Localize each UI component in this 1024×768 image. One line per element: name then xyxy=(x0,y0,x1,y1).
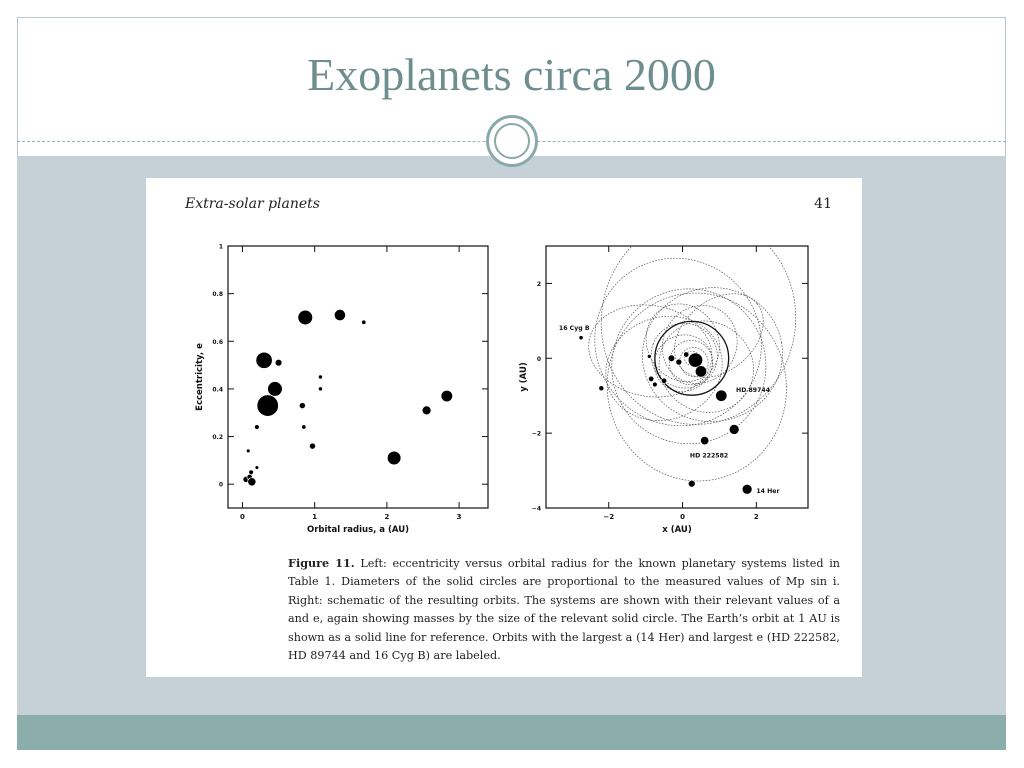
x-tick-label: 2 xyxy=(384,513,390,521)
divider-ring-icon xyxy=(486,115,538,167)
planet-marker xyxy=(256,352,272,368)
planet-marker xyxy=(246,449,250,453)
y-axis-label: Eccentricity, e xyxy=(195,343,205,411)
x-tick-label: 1 xyxy=(312,513,318,521)
y-axis-label: y (AU) xyxy=(519,362,529,392)
caption-label: Figure 11. xyxy=(288,556,355,570)
x-axis-label: Orbital radius, a (AU) xyxy=(307,525,409,535)
y-tick-label: 1 xyxy=(218,243,223,251)
planet-marker xyxy=(362,320,367,325)
plot-frame-0 xyxy=(228,246,488,508)
orbit-path xyxy=(591,300,737,436)
y-tick-label: 0 xyxy=(218,481,223,489)
caption-text: Left: eccentricity versus orbital radius for the known planetary systems listed in Table 1. Diameters of the solid circles are proportional to the measured values of Mp sin i. Right: schematic of the resulting orbits. The systems are shown with their relevant values of a and e, again showing masses by the size of the relevant solid circle. The Earth’s orbit at 1 AU is shown as a solid line for reference. Orbits with the largest a (14 Her) and largest e (HD 222582, HD 89744 and 16 Cyg B) are labeled. xyxy=(288,557,840,663)
x-axis-label: x (AU) xyxy=(662,525,692,535)
orbit-label: HD 222582 xyxy=(689,452,729,460)
orbit-planet xyxy=(647,354,651,358)
planet-marker xyxy=(387,451,401,465)
orbit-planet xyxy=(729,424,739,434)
orbit-planet xyxy=(695,366,706,377)
orbit-planet xyxy=(676,359,682,365)
figure-caption xyxy=(288,554,840,665)
planet-marker xyxy=(255,466,259,470)
planet-marker xyxy=(249,470,254,475)
planet-marker xyxy=(318,387,322,391)
y-tick-label: 0.2 xyxy=(212,434,223,442)
orbit-group xyxy=(558,201,813,496)
x-tick-label: 0 xyxy=(680,513,685,521)
orbit-planet xyxy=(742,484,752,494)
orbit-path xyxy=(642,304,770,430)
x-tick-label: 0 xyxy=(240,513,245,521)
y-tick-label: 0.4 xyxy=(212,386,223,394)
planet-marker xyxy=(268,382,283,397)
orbit-planet xyxy=(661,378,666,383)
planet-marker xyxy=(422,406,431,415)
x-tick-label: −2 xyxy=(603,513,615,521)
planet-marker xyxy=(298,310,313,325)
orbit-path xyxy=(590,267,788,465)
planet-marker xyxy=(441,390,453,402)
page-number: 41 xyxy=(814,196,832,212)
orbit-planet xyxy=(700,436,708,444)
slide-title: Exoplanets circa 2000 xyxy=(307,49,716,100)
orbit-path xyxy=(585,201,812,440)
planet-marker xyxy=(275,359,282,366)
orbit-path xyxy=(558,224,796,460)
running-head: Extra-solar planets xyxy=(185,196,320,212)
y-tick-label: −4 xyxy=(531,505,541,513)
figure-page xyxy=(146,178,862,677)
x-tick-label: 2 xyxy=(753,513,759,521)
orbit-planet xyxy=(716,390,727,401)
orbit-label: 14 Her xyxy=(756,488,780,496)
planet-marker xyxy=(309,443,315,449)
figure-svg xyxy=(146,178,862,548)
planet-marker xyxy=(254,425,259,430)
planet-marker xyxy=(334,309,345,320)
orbit-planet xyxy=(684,352,689,357)
orbit-planet xyxy=(599,386,604,391)
planet-marker xyxy=(318,375,322,379)
orbit-label: 16 Cyg B xyxy=(558,325,590,333)
y-tick-label: 0.8 xyxy=(212,291,223,299)
planet-marker xyxy=(299,402,305,408)
planet-marker xyxy=(302,425,307,430)
y-tick-label: 2 xyxy=(536,280,541,288)
orbit-planet xyxy=(652,382,657,387)
y-tick-label: 0 xyxy=(536,355,541,363)
orbit-planet xyxy=(648,376,653,381)
orbit-planet xyxy=(668,355,675,362)
y-tick-label: 0.6 xyxy=(212,338,223,346)
y-tick-label: −2 xyxy=(531,430,541,438)
planet-marker xyxy=(257,395,279,417)
footer-band xyxy=(17,715,1006,750)
x-tick-label: 3 xyxy=(456,513,462,521)
divider-ring-inner xyxy=(494,123,530,159)
orbit-planet xyxy=(579,336,583,340)
orbit-label: HD 89744 xyxy=(736,386,771,394)
orbit-planet xyxy=(688,353,702,367)
orbit-planet xyxy=(688,480,695,487)
planet-marker xyxy=(248,478,256,486)
